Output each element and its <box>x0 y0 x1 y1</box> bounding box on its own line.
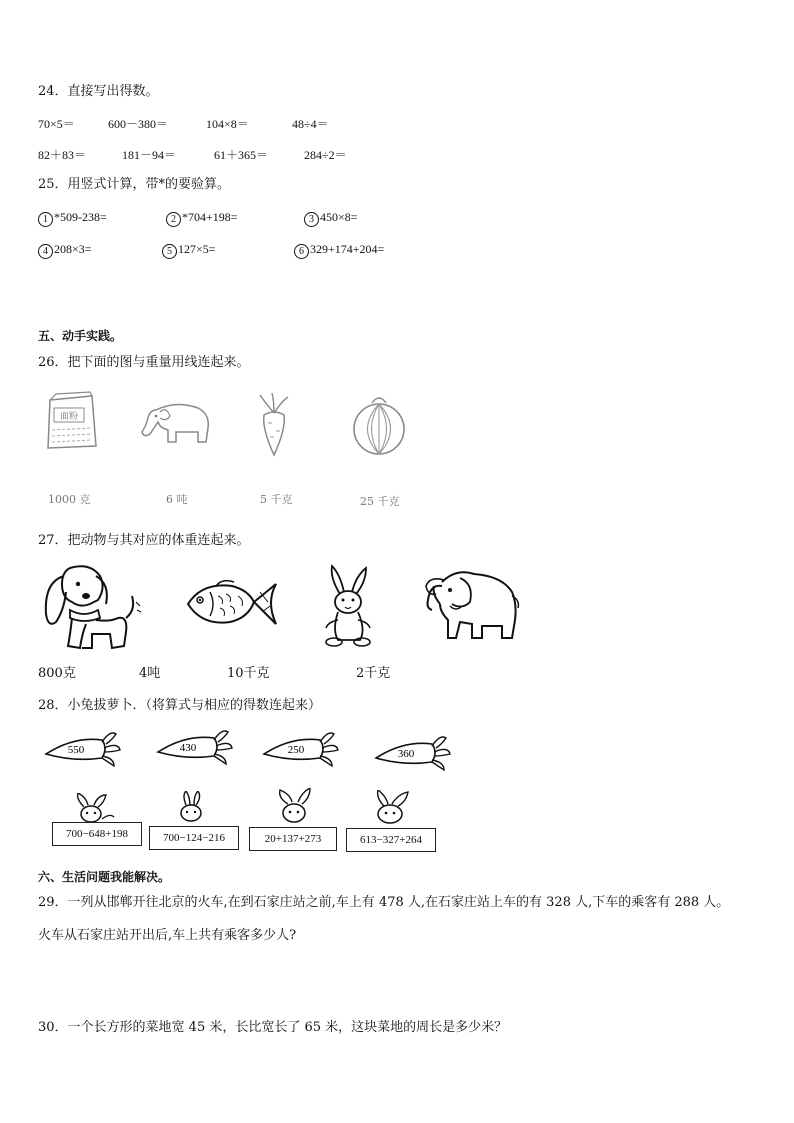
q27-weight-2: 4吨 <box>139 666 161 681</box>
q26-weight-1: 1000 克 <box>48 493 91 506</box>
q28-expr-box-2: 700−124−216 <box>149 826 239 850</box>
q25-item-6 <box>294 241 384 259</box>
carrot-picture <box>262 728 340 768</box>
q24-r2-c4: 284÷2＝ <box>304 148 347 162</box>
q25-expr: *509-238= <box>54 210 107 224</box>
q24-r1-c1: 70×5＝ <box>38 117 75 131</box>
fish-picture <box>182 578 280 630</box>
carrot-value: 550 <box>67 744 85 756</box>
carrot-value: 250 <box>287 744 305 756</box>
rabbit-picture <box>318 564 378 648</box>
bag-label: 面粉 <box>59 412 79 422</box>
q24-r1-c2: 600－380＝ <box>108 117 169 131</box>
bunny-head-icon <box>176 791 206 823</box>
q27-weight-3: 10千克 <box>227 666 270 681</box>
q26-weight-2: 6 吨 <box>166 493 188 506</box>
q24-r1-c3: 104×8＝ <box>206 117 249 131</box>
q28-expr-box-4: 613−327+264 <box>346 828 436 852</box>
q25-item-2 <box>166 209 238 227</box>
q27-weight-1: 800克 <box>38 666 76 681</box>
q28-title: 28．小兔拔萝卜．（将算式与相应的得数连起来） <box>38 698 322 713</box>
carrot-picture <box>374 732 452 772</box>
q27-title: 27．把动物与其对应的体重连起来。 <box>38 533 250 548</box>
q25-item-4 <box>38 241 92 259</box>
q25-expr: 208×3= <box>54 242 92 256</box>
q27-weight-4: 2千克 <box>356 666 391 681</box>
q26-weight-4: 25 千克 <box>360 495 400 508</box>
q25-expr: 450×8= <box>320 210 358 224</box>
q24-r2-c3: 61＋365＝ <box>214 148 269 162</box>
circled-number: 4 <box>38 244 53 259</box>
q30-text: 30．一个长方形的菜地宽 45 米，长比宽长了 65 米，这块菜地的周长是多少米？ <box>38 1020 508 1035</box>
bunny-head-icon <box>70 793 116 823</box>
q25-expr: 329+174+204= <box>310 242 385 256</box>
elephant-picture <box>136 398 216 448</box>
q24-r1-c4: 48÷4＝ <box>292 117 329 131</box>
circled-number: 2 <box>166 212 181 227</box>
carrot-picture <box>44 728 122 768</box>
carrot-value: 360 <box>397 748 415 760</box>
q29-line-1: 29．一列从邯郸开往北京的火车,在到石家庄站之前,车上有 478 人,在石家庄站上车的有 328 人,下车的乘客有 288 人。 <box>38 895 730 910</box>
section6-heading: 六、生活问题我能解决。 <box>38 870 171 884</box>
q24-r2-c1: 82＋83＝ <box>38 148 87 162</box>
circled-number: 3 <box>304 212 319 227</box>
bunny-head-icon <box>274 788 314 824</box>
circled-number: 1 <box>38 212 53 227</box>
flour-bag-picture <box>42 390 100 452</box>
carrot-value: 430 <box>179 742 197 754</box>
elephant-cartoon-picture <box>422 566 522 644</box>
q25-item-1 <box>38 209 107 227</box>
section5-heading: 五、动手实践。 <box>38 329 123 343</box>
q25-expr: 127×5= <box>178 242 216 256</box>
q26-weight-3: 5 千克 <box>260 493 293 506</box>
q26-title: 26．把下面的图与重量用线连起来。 <box>38 355 250 370</box>
dog-picture <box>40 562 142 654</box>
q25-expr: *704+198= <box>182 210 238 224</box>
watermelon-picture <box>350 393 408 457</box>
circled-number: 6 <box>294 244 309 259</box>
bunny-head-icon <box>368 790 412 824</box>
carrot-picture <box>156 726 234 766</box>
q25-title: 25．用竖式计算，带*的要验算。 <box>38 177 231 192</box>
radish-picture <box>252 393 296 457</box>
q24-title: 24．直接写出得数。 <box>38 84 159 99</box>
q28-expr-box-3: 20+137+273 <box>249 827 337 851</box>
q25-item-5 <box>162 241 216 259</box>
circled-number: 5 <box>162 244 177 259</box>
q25-item-3 <box>304 209 358 227</box>
q29-line-2: 火车从石家庄站开出后,车上共有乘客多少人? <box>38 928 297 943</box>
q28-expr-box-1: 700−648+198 <box>52 822 142 846</box>
q24-r2-c2: 181－94＝ <box>122 148 177 162</box>
